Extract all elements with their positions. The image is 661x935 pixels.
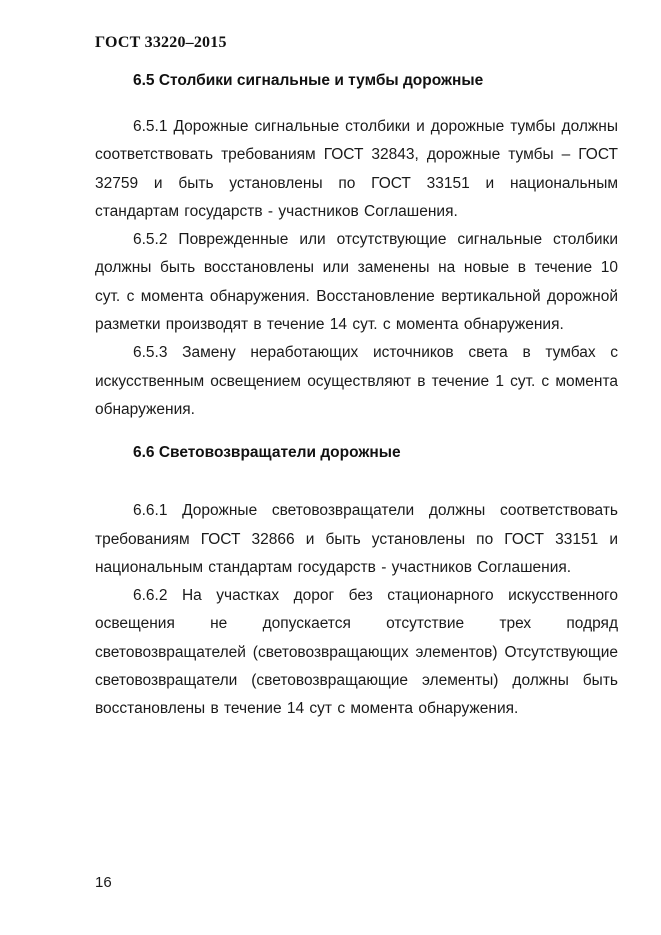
section-heading-6-5: 6.5 Столбики сигнальные и тумбы дорожные — [133, 72, 484, 89]
paragraph-6-5-3: 6.5.3 Замену неработающих источников света в тумбах с искусственным освещением осуществляют в течение 1 сут. с момента обнаружения. — [95, 344, 618, 418]
section-heading-6-6: 6.6 Световозвращатели дорожные — [133, 444, 401, 462]
document-code-header: ГОСТ 33220–2015 — [95, 34, 227, 51]
paragraph-6-6-1: 6.6.1 Дорожные световозвращатели должны соответствовать требованиям ГОСТ 32866 и быть установлены по ГОСТ 33151 и национальным стандартам государств - участников Соглашения. — [95, 502, 618, 576]
paragraph-6-5-2: 6.5.2 Поврежденные или отсутствующие сигнальные столбики должны быть восстановлены или заменены на новые в течение 10 сут. с момента обнаружения. Восстановление вертикальной дорожной разметки производят в течение 14 сут. с момента обнаружения. — [95, 231, 618, 334]
page-number: 16 — [95, 874, 112, 891]
paragraph-6-5-1: 6.5.1 Дорожные сигнальные столбики и дорожные тумбы должны соответствовать требованиям ГОСТ 32843, дорожные тумбы – ГОСТ 32759 и быть установлены по ГОСТ 33151 и национальным стандартам государств - участников Соглашения. — [95, 118, 618, 220]
paragraph-6-6-2: 6.6.2 На участках дорог без стационарного искусственного освещения не допускается отсутствие трех подряд световозвращателей (световозвращающих элементов) Отсутствующие световозвращатели (световозвращающие элементы) должны быть восстановлены в течение 14 сут с момента обнаружения. — [95, 587, 618, 718]
